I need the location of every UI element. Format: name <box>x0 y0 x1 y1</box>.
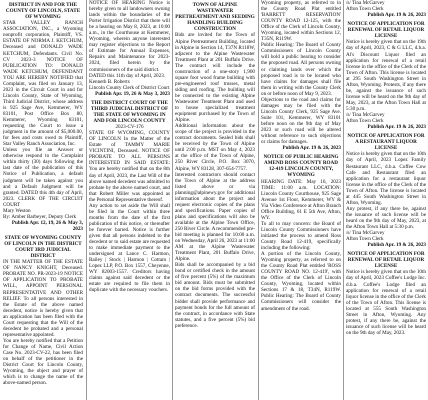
column-3 <box>175 0 255 400</box>
column-2 <box>89 0 170 400</box>
notice-paragraph: Bids are invited for the Town of Alpine Pretreatment Building, located in Alpine in Section 14, T37N R118W, adjacent to the Alpine Wastewater Treatment Plant at 201 Buffalo Drive. The contract will include the construction of a one-story 1,900 square foot wood frame building with pre-engineered roof trusses, metal siding and roofing. The building will be connected to the existing Alpine Wastewater Treatment Plant and used to house specialized treatment equipment purchased by the Town of Alpine. <box>175 32 255 124</box>
signature-line: /s/ Tina McGarvey <box>346 0 385 6</box>
notice-paragraph: HEARING DATE: May 16, 2023 TIME: 11:00 a.m. LOCATION: Lincoln County Courthouse, 925 Sage Avenue 1st Floor, Kemmerer, WY & Via Video Conference at Afton Branch Office Building, 61 E 5th Ave, Afton, WY. <box>261 178 341 221</box>
notice-heading: NOTICE OF APPLICATION FOR RENEWAL OF RETAIL LIQUOR LICENSE <box>347 21 425 40</box>
notice-paragraph: To all to may concern: the Board of Lincoln County Commissioners have initiated the process to amend Ross County Road 12-419, specifically including the following: <box>261 220 341 252</box>
signature-line: By: Amber Barbeyer, Deputy Clerk <box>3 213 77 220</box>
notice-paragraph: STAR VALLEY RANCH ASSOCIATION, INC., a Wyoming nonprofit corporation, Plaintiff, VS. ESTATE OF NORMA J. KETCHUM, Deceased and DONALD WADE KETCHUM, Defendants. Civil No. CV 2023-3 NOTICE OF PUBLICATION TO: DONALD WADE KETCHUM, DEFENDANT YOU ARE HEREBY NOTIFIED that Complaint, was filed on January 13, 2023 in the Circuit Court in and for Lincoln County, State of Wyoming, Third Judicial District, whose address is 925 Sage Ave, Kemmerer, WY 83101, Post Office Box 80, Kemmerer, Wyoming 83101, requesting the Court to issue a judgment in the amount of $5,000.00, for fees and costs owed to Plaintiff, Star Valley Ranch Association, Inc. <box>3 20 83 148</box>
signature-line: Kenneth B. Roberts <box>89 78 130 85</box>
notice-paragraph: Wyoming property, as referred to in the County Road Plat entitled 'BARRETT RESERVATION' COUNTY ROAD 12-125, with the Office of the Clerk of Lincoln County, Wyoming, located within Sections 12, T35N, R119W. <box>261 0 341 43</box>
publish-line: Publish Apr. 19 & 26, 2023 <box>367 242 426 249</box>
notice-paragraph: DATED this 11th day of April, 2023. <box>89 72 166 79</box>
publish-line: Publish Apr. 19 & 26, 2023 <box>282 145 341 152</box>
signature-line: Mary Weston <box>3 207 31 214</box>
publish-line: Publish Apr. 19 & 26, 2023 <box>367 12 426 19</box>
notice-paragraph: A portion of the Lincoln County, Wyoming property, as referred to on the County Road Plat entitled 'ROSS COUNTY ROAD NO. 12-419', with the Office of the Clerk of Lincoln County, Wyoming, located within Sections 17 & 18, T34N, R119W. Public Hearing: The Board of County Commissioners will consider the amendment of the road. <box>261 251 341 312</box>
notice-heading: THE DISTRICT COURT OF THE THIRD JUDICIAL DISTRICT OF THE STATE OF WYOMING IN AND FOR LINCOLN COUNTY <box>90 99 169 125</box>
column-4 <box>261 0 341 400</box>
notice-heading: NOTICE OF PUBLIC HEARING AMEND ROSS COUNTY ROAD 12-419 LINCOLN COUNTY, WYOMING <box>263 154 339 179</box>
notice-paragraph: NOTICE OF HEARING Notice is hereby given to all landowners owning lands within the boundaries of the Porter Irrigation District that there will be a hearing on May 8, 2023, at 10:00 a.m., in the Courthouse at Kemmerer, Wyoming, wherein anyone interested may register objections to the Report of Estimate for Annual Expenses, Repairs and Maintenance for 2023-2024, filed herein by the commissioners of the said district. <box>89 0 170 73</box>
notice-paragraph: Bids shall be accompanied by a bid bond or certified check in the amount of five percent (5%) of the maximum bid amount. Bids must be submitted on the bid forms provided with the contract documents. The successful bidder shall provide performance and payment bonds for the full amount of the contract, in accordance with State statutes, and a five percent (5%) bid preference. <box>175 262 255 329</box>
case-number: 2023-CV-176 <box>115 124 144 131</box>
publish-line: Publish Apr. 12, 19, 26 & May 3, 2023 <box>11 219 83 232</box>
notice-paragraph: Notice is hereby given that on the 10th day of April, 2023 Lopez Family Restaurant LLC, d.b.a. Coffee Cow Cafe and Restaurant filed an application for a restaurant liquor license in the office of the Clerk of the Town of Afton. The license is located at 445 South Washington Street in Afton, Wyoming. <box>346 151 426 206</box>
notice-heading: DISTRICT IN AND FOR THE COUNTY OF LINCOLN, STATE OF WYOMING <box>5 2 81 21</box>
signature-line: Afton Town Clerk <box>346 6 384 13</box>
notice-paragraph: You are hereby notified that a Petition for Change of Name, Civil Action Case No. 2023-CV-22, has been filed on behalf of the petitioner in the District Court for Lincoln County, Wyoming, the object and prayer of which is to change the name of the above-named person. <box>3 337 83 387</box>
notice-paragraph: STATE OF WYOMING, COUNTY OF LINCOLN In the Matter of the Estate of TAMMY MARIE VICINTINI, Deceased. NOTICE OF PROBATE TO ALL PERSONS INTERESTED IN SAID ESTATE: You are hereby notified that on the 8th day of April, 2023, the Last Will of the above named decedent was admitted to probate by the above named court, and that Robert Miller was appointed as the Personal Representative thereof. <box>89 130 170 203</box>
column-divider <box>86 0 87 400</box>
column-divider <box>172 0 173 400</box>
notice-paragraph: Public Hearing: The Board of County Commissioners of Lincoln County will hold a public hearing to consider the proposed road. All persons owning or claiming lands over which the proposed road is to be located who have claims for damages shall file them in writing with the County Clerk on or before noon of May 9, 2023. <box>261 42 341 97</box>
notice-heading: NOTICE OF APPLICATION FOR RENEWAL OF RETAIL LIQUOR LICENSE <box>347 251 425 270</box>
notice-paragraph: Notice is hereby given that on the 19th day of April, 2023, C & G LLC, d.b.a. Al's Discount Liquor filed an application for renewal of a retail license in the office of the Clerk of the Town of Afton. This license is located at 295 South Washington Street in Afton, Wyoming. Protests, if any there be, against the issuance of such license will be heard on the 9th day of May, 2023, at the Afton Town Hall at 5:30 p.m. <box>346 39 426 112</box>
publish-line: Publish Apr. 19, 26 & May 3, 2023 <box>95 90 170 97</box>
signature-line: /s/ Tina McGarvey <box>346 230 385 237</box>
signature-line: Lincoln County Clerk of District Court <box>89 84 170 91</box>
column-divider <box>343 0 344 400</box>
column-divider <box>258 0 259 400</box>
notice-paragraph: Any protest, if any there be, against the issuance of such license will be heard on the 9th day of May, 2023, at the Afton Town Hall at 5:30 p.m. <box>346 205 426 230</box>
publish-line: Publish Apr. 19 & 26, 2023 <box>367 124 426 131</box>
notice-paragraph: Unless you file an Answer or otherwise respond to the Complaint within thirty (30) days following the last date of the publication of this Notice of Publication, a default judgment will be taken against you and a Default Judgment will be granted. DATED this 4th day of April, 2023. CLERK OF THE CIRCUIT COURT <box>3 147 83 208</box>
notice-paragraph: Interested contractors should contact the Town of Alpine at the address listed above or via planning@alpinewy.gov for additional information about the project and request electronic copies of the plans and specifications. Paper copies of plans and specifications will also be available at the Alpine Town Office, 250 River Circle. A recommended pre-bid meeting is planned for 10:00 a.m. on Wednesday, April 26, 2023 at 11:00 AM at the Alpine Wastewater Treatment Plant, 201 Buffalo Drive, Alpine. <box>175 171 255 263</box>
notice-paragraph: IN THE MATTER OF THE ESTATE OF NANCY KNIGHT, Deceased. PROBATE NO. PR-2023-19 NOTICE OF APPLICATION TO PROBATE WILL, APPOINT PERSONAL REPRESENTATIVE AND OTHER RELIEF. To all persons interested in the Estate of the above named decedent, notice is hereby given that an application has been filed with the Court requesting that the Will of the decedent be probated and a personal representative appointed. <box>3 259 83 338</box>
notice-paragraph: Notice is hereby given that on the 10th day of April, 2023 Coffee's Lodge Inc. d.b.a. Coffee's Lodge filed an application for renewal of a retail liquor license in the office of the Clerk of the Town of Afton. This license is located at 555 South Washington Street in Afton, Wyoming. Any protest, if any there be, against the issuance of such license will be heard on the 9th day of May, 2023. <box>346 269 426 336</box>
signature-line: /s/ Tina McGarvey <box>346 111 385 118</box>
notice-paragraph: Objections to the road and claims for damages may be filed with the Lincoln County Clerk, 925 Sage Ave. Suite 101, Kemmerer, WY 83101 before noon on the 9th day of May 2023 or such road will be altered without reference to such objections or claims for damages. <box>261 96 341 146</box>
notice-heading: NOTICE OF APPLICATION FOR A RESTAURANT LIQUOR LICENSE <box>347 133 425 152</box>
column-1 <box>3 0 83 400</box>
notice-paragraph: Any action to set aside the Will shall be filed in the Court within three months from the date of the first publication of this notice, or thereafter be forever barred. Notice is further given that all persons indebted to the decedent or to said estate are requested to make immediate payment to the undersigned at Lance C. Harmon, Bailey | Stock | Harmon | Cottam | Lopez LLP, P.O. Box 1557, Cheyenne, WY 82003-1557. Creditors having claims against said decedent or the estate are required to file them in duplicate with the necessary vouchers. <box>89 202 170 294</box>
signature-line: Afton Town Clerk <box>346 236 384 243</box>
signature-line: Afton Town Clerk <box>346 118 384 125</box>
column-5 <box>346 0 426 400</box>
notice-paragraph: Additional information about the scope of the project is provided in the contract documents. Sealed bids shall be received by the Town of Alpine until 2:00 p.m. MST on May 4, 2023 at the office of the Town of Alpine, 250 River Circle, P.O. Box 3070, Alpine, WY 83128, 307-654-7757. <box>175 123 255 172</box>
notice-heading: STATE OF WYOMING COUNTY OF LINCOLN IN THE DISTRICT COURT 3RD JUDICIAL DISTRICT <box>4 234 82 260</box>
notice-heading: TOWN OF ALPINE WASTEWATER PRETREATMENT AND SEEDING HANDLING BUILDING CONSTRUCTION <box>175 2 255 33</box>
